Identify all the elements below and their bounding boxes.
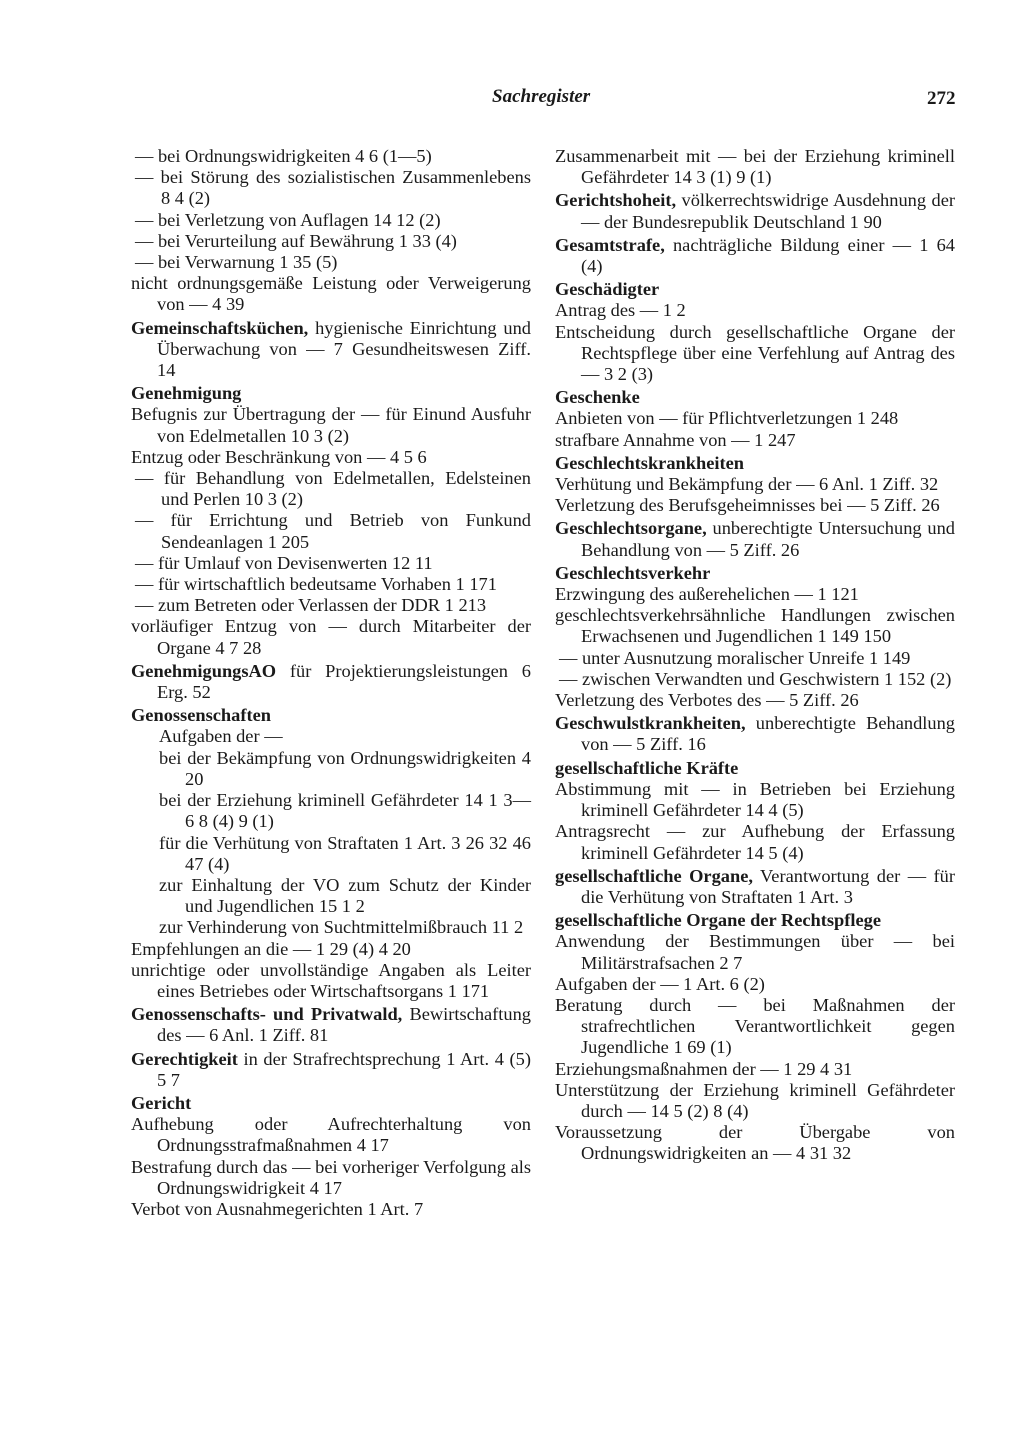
index-headword: Geschlechtskrankheiten bbox=[555, 452, 745, 473]
index-entry-text: unrichtige oder unvollständige Angaben als Leiter eines Betriebes oder Wirtschaftsorgans 1 171 bbox=[131, 959, 531, 1001]
index-entry-text: Verhütung und Bekämpfung der — 6 Anl. 1 Ziff. 32 bbox=[555, 474, 939, 495]
index-subentry bbox=[555, 1080, 955, 1122]
index-headword: Geschlechtsverkehr bbox=[555, 562, 711, 583]
index-subentry bbox=[555, 690, 955, 711]
index-headword-entry bbox=[555, 563, 955, 584]
index-entry-text: nicht ordnungsgemäße Leistung oder Verweigerung von — 4 39 bbox=[131, 273, 531, 315]
index-entry-text: — bei Verwarnung 1 35 (5) bbox=[135, 252, 338, 273]
index-subentry bbox=[555, 821, 955, 863]
index-entry-text: — für Errichtung und Betrieb von Funkund Sendeanlagen 1 205 bbox=[135, 510, 531, 552]
running-head: Sachregister bbox=[492, 86, 591, 107]
left-index-column bbox=[131, 146, 531, 1220]
index-entry-text: — unter Ausnutzung moralischer Unreife 1 149 bbox=[559, 647, 911, 668]
index-subentry bbox=[131, 1199, 531, 1220]
index-entry-text: Erziehungsmaßnahmen der — 1 29 4 31 bbox=[555, 1058, 853, 1079]
index-entry-text: Unterstützung der Erziehung kriminell Gefährdeter durch — 14 5 (2) 8 (4) bbox=[555, 1079, 955, 1121]
index-entry-text: Aufgaben der — bbox=[159, 726, 283, 747]
index-entry-text: zur Einhaltung der VO zum Schutz der Kinder und Jugendlichen 15 1 2 bbox=[159, 874, 531, 917]
index-subentry bbox=[555, 584, 955, 605]
index-headword-entry bbox=[555, 713, 955, 755]
index-subentry bbox=[131, 1157, 531, 1199]
index-entry-text: — zwischen Verwandten und Geschwistern 1 152 (2) bbox=[559, 668, 952, 689]
index-headword: Gesamtstrafe, bbox=[555, 234, 665, 255]
index-headword-entry bbox=[131, 1004, 531, 1046]
index-entry-text: unberechtigte Untersuchung und Behandlung von — 5 Ziff. 26 bbox=[581, 518, 955, 560]
page-header bbox=[0, 86, 1024, 116]
index-entry-text: Voraussetzung der Übergabe von Ordnungswidrigkeiten an — 4 31 32 bbox=[555, 1122, 955, 1164]
index-headword: Gemeinschaftsküchen, bbox=[131, 317, 309, 338]
index-headword: Gericht bbox=[131, 1092, 192, 1113]
index-headword-entry bbox=[555, 190, 955, 232]
index-headword-entry bbox=[555, 387, 955, 408]
index-headword-entry bbox=[555, 235, 955, 277]
index-entry-text: Befugnis zur Übertragung der — für Einund Ausfuhr von Edelmetallen 10 3 (2) bbox=[131, 404, 531, 446]
index-subentry bbox=[131, 726, 531, 747]
index-subentry bbox=[131, 595, 531, 616]
index-entry-text: Antragsrecht — zur Aufhebung der Erfassung kriminell Gefährdeter 14 5 (4) bbox=[555, 821, 955, 863]
index-entry-text: — zum Betreten oder Verlassen der DDR 1 213 bbox=[135, 595, 487, 616]
right-index-column bbox=[555, 146, 955, 1165]
index-subentry bbox=[131, 553, 531, 574]
index-entry-text: bei der Bekämpfung von Ordnungswidrigkeiten 4 20 bbox=[159, 747, 531, 789]
index-headword-entry bbox=[555, 453, 955, 474]
index-entry-text: geschlechtsverkehrsähnliche Handlungen zwischen Erwachsenen und Jugendlichen 1 149 150 bbox=[555, 605, 955, 647]
index-subentry bbox=[555, 408, 955, 429]
index-subentry bbox=[555, 146, 955, 188]
index-headword-entry bbox=[555, 279, 955, 300]
index-entry-text: zur Verhinderung von Suchtmittelmißbrauch 11 2 bbox=[159, 917, 524, 938]
index-headword: Gerichtshoheit, bbox=[555, 190, 677, 211]
index-entry-text: Anwendung der Bestimmungen über — bei Militärstrafsachen 2 7 bbox=[555, 931, 955, 973]
index-subentry bbox=[555, 779, 955, 821]
index-subentry bbox=[131, 273, 531, 315]
index-headword: Geschenke bbox=[555, 387, 640, 408]
index-entry-text: — bei Störung des sozialistischen Zusammenlebens 8 4 (2) bbox=[135, 167, 531, 209]
index-headword-entry bbox=[555, 910, 955, 931]
index-subentry bbox=[555, 974, 955, 995]
index-headword: Genossenschafts- und Privatwald, bbox=[131, 1004, 403, 1025]
index-entry-text: Anbieten von — für Pflichtverletzungen 1 248 bbox=[555, 408, 899, 429]
index-subentry bbox=[131, 447, 531, 468]
index-headword: Genossenschaften bbox=[131, 705, 271, 726]
index-subentry bbox=[555, 474, 955, 495]
index-headword: gesellschaftliche Organe der Rechtspflege bbox=[555, 910, 882, 931]
index-entry-text: Aufhebung oder Aufrechterhaltung von Ordnungsstrafmaßnahmen 4 17 bbox=[131, 1114, 531, 1156]
index-subentry bbox=[131, 510, 531, 552]
index-entry-text: für Projektierungsleistungen 6 Erg. 52 bbox=[157, 660, 531, 703]
index-entry-text: Entscheidung durch gesellschaftliche Organe der Rechtspflege über eine Verfehlung auf Antrag des — 3 2 (3) bbox=[555, 321, 955, 385]
index-entry-text: Bewirtschaftung des — 6 Anl. 1 Ziff. 81 bbox=[157, 1004, 531, 1046]
index-subentry bbox=[555, 300, 955, 321]
index-headword-entry bbox=[555, 758, 955, 779]
index-subentry bbox=[555, 1059, 955, 1080]
index-subentry bbox=[555, 322, 955, 386]
index-headword: gesellschaftliche Organe, bbox=[555, 865, 753, 886]
index-headword-entry bbox=[131, 318, 531, 382]
index-entry-text: Antrag des — 1 2 bbox=[555, 300, 686, 321]
index-headword-entry bbox=[131, 661, 531, 703]
index-entry-text: Abstimmung mit — in Betrieben bei Erziehung kriminell Gefährdeter 14 4 (5) bbox=[555, 778, 955, 821]
index-headword: Geschlechtsorgane, bbox=[555, 518, 707, 539]
index-entry-text: Entzug oder Beschränkung von — 4 5 6 bbox=[131, 446, 427, 467]
index-subentry bbox=[555, 1122, 955, 1164]
index-subentry bbox=[131, 146, 531, 167]
index-subentry bbox=[131, 833, 531, 875]
index-subentry bbox=[555, 648, 955, 669]
index-entry-text: Verbot von Ausnahmegerichten 1 Art. 7 bbox=[131, 1198, 424, 1219]
index-subentry bbox=[131, 790, 531, 832]
index-subentry bbox=[555, 995, 955, 1059]
index-entry-text: — bei Verletzung von Auflagen 14 12 (2) bbox=[135, 209, 441, 230]
index-subentry bbox=[131, 404, 531, 446]
index-subentry bbox=[131, 875, 531, 917]
index-subentry bbox=[555, 430, 955, 451]
index-entry-text: bei der Erziehung kriminell Gefährdeter 14 1 3—6 8 (4) 9 (1) bbox=[159, 790, 531, 832]
index-subentry bbox=[555, 669, 955, 690]
index-entry-text: Verletzung des Berufsgeheimnisses bei — 5 Ziff. 26 bbox=[555, 495, 940, 516]
index-headword: Gerechtigkeit bbox=[131, 1048, 238, 1069]
index-entry-text: völkerrechtswidrige Ausdehnung der — der Bundesrepublik Deutschland 1 90 bbox=[581, 190, 955, 232]
index-entry-text: Aufgaben der — 1 Art. 6 (2) bbox=[555, 973, 765, 994]
index-subentry bbox=[131, 960, 531, 1002]
index-subentry bbox=[131, 939, 531, 960]
index-subentry bbox=[131, 917, 531, 938]
index-headword-entry bbox=[131, 383, 531, 404]
index-subentry bbox=[131, 574, 531, 595]
index-subentry bbox=[131, 1114, 531, 1156]
index-entry-text: in der Strafrechtsprechung 1 Art. 4 (5) 5 7 bbox=[157, 1048, 531, 1090]
index-headword-entry bbox=[555, 866, 955, 908]
index-subentry bbox=[131, 231, 531, 252]
index-entry-text: Empfehlungen an die — 1 29 (4) 4 20 bbox=[131, 938, 411, 959]
index-entry-text: — bei Ordnungswidrigkeiten 4 6 (1—5) bbox=[135, 146, 432, 166]
index-entry-text: Beratung durch — bei Maßnahmen der strafrechtlichen Verantwortlichkeit gegen Jugendliche 1 69 (1) bbox=[555, 994, 955, 1058]
index-subentry bbox=[131, 252, 531, 273]
index-subentry bbox=[131, 210, 531, 231]
index-entry-text: unberechtigte Behandlung von — 5 Ziff. 16 bbox=[581, 713, 955, 755]
index-headword-entry bbox=[131, 1049, 531, 1091]
index-entry-text: — bei Verurteilung auf Bewährung 1 33 (4) bbox=[135, 230, 457, 251]
index-entry-text: nachträgliche Bildung einer — 1 64 (4) bbox=[581, 234, 955, 277]
index-subentry bbox=[131, 748, 531, 790]
index-entry-text: hygienische Einrichtung und Überwachung von — 7 Gesundheitswesen Ziff. 14 bbox=[157, 317, 531, 381]
index-entry-text: Verletzung des Verbotes des — 5 Ziff. 26 bbox=[555, 690, 859, 711]
index-headword: Genehmigung bbox=[131, 383, 242, 404]
index-subentry bbox=[131, 468, 531, 510]
index-entry-text: Verantwortung der — für die Verhütung von Straftaten 1 Art. 3 bbox=[581, 865, 955, 907]
index-entry-text: Zusammenarbeit mit — bei der Erziehung kriminell Gefährdeter 14 3 (1) 9 (1) bbox=[555, 146, 955, 188]
index-entry-text: strafbare Annahme von — 1 247 bbox=[555, 429, 796, 450]
index-entry-text: Erzwingung des außerehelichen — 1 121 bbox=[555, 584, 859, 605]
index-entry-text: vorläufiger Entzug von — durch Mitarbeiter der Organe 4 7 28 bbox=[131, 616, 531, 658]
index-entry-text: für die Verhütung von Straftaten 1 Art. 3 26 32 46 47 (4) bbox=[159, 832, 531, 874]
index-subentry bbox=[131, 167, 531, 209]
index-subentry bbox=[555, 931, 955, 973]
index-headword-entry bbox=[555, 518, 955, 560]
index-entry-text: — für Behandlung von Edelmetallen, Edelsteinen und Perlen 10 3 (2) bbox=[135, 468, 531, 510]
index-entry-text: Bestrafung durch das — bei vorheriger Verfolgung als Ordnungswidrigkeit 4 17 bbox=[131, 1156, 531, 1198]
index-subentry bbox=[555, 605, 955, 647]
index-subentry bbox=[555, 495, 955, 516]
index-headword: Geschädigter bbox=[555, 279, 660, 300]
index-headword: Geschwulstkrankheiten, bbox=[555, 713, 746, 734]
index-entry-text: — für wirtschaftlich bedeutsame Vorhaben 1 171 bbox=[135, 574, 497, 595]
index-headword: GenehmigungsAO bbox=[131, 660, 277, 681]
index-headword-entry bbox=[131, 1093, 531, 1114]
index-subentry bbox=[131, 616, 531, 658]
page-number: 272 bbox=[927, 88, 956, 109]
index-headword: gesellschaftliche Kräfte bbox=[555, 757, 739, 778]
index-entry-text: — für Umlauf von Devisenwerten 12 11 bbox=[135, 552, 433, 573]
index-headword-entry bbox=[131, 705, 531, 726]
